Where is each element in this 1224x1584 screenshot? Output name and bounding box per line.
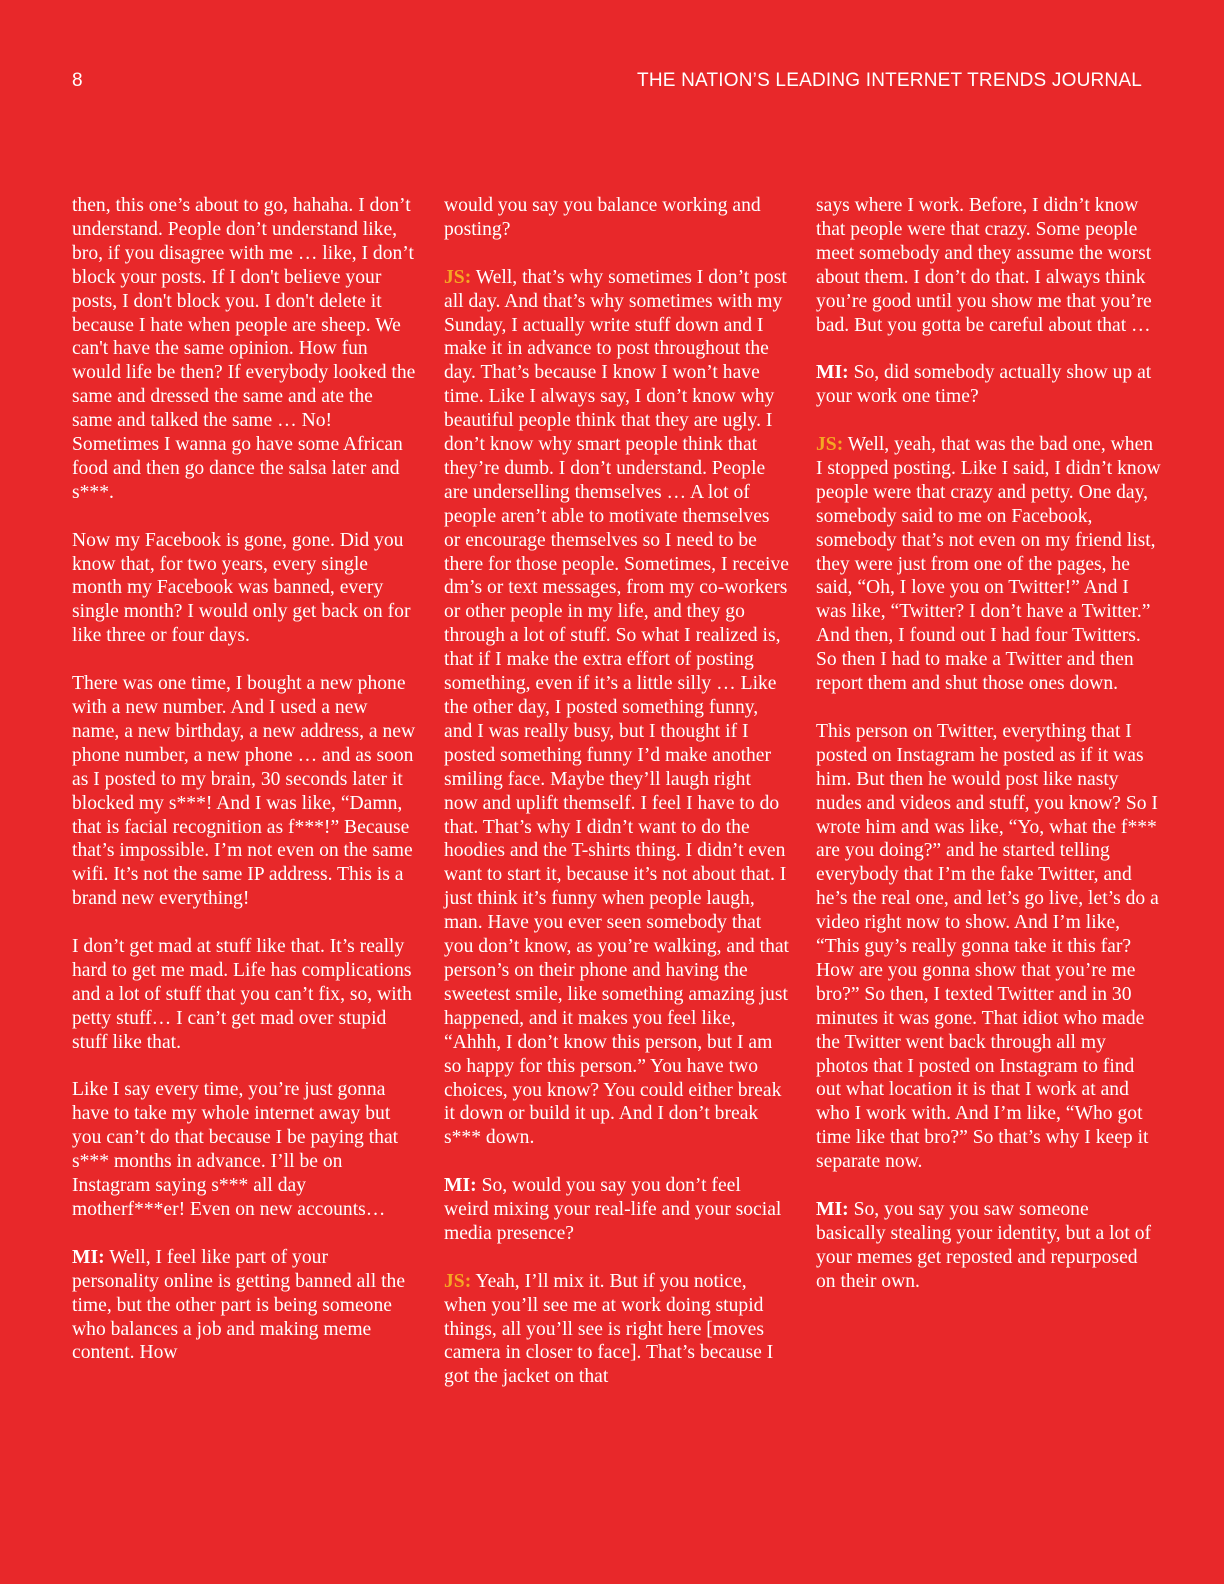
speaker-label: JS: [816, 434, 844, 456]
speaker-label: JS: [444, 1270, 472, 1292]
paragraph [816, 720, 1161, 1174]
paragraph [72, 194, 417, 505]
article-column-3 [816, 194, 1161, 1318]
paragraph-text: Like I say every time, you’re just gonna have to take my whole internet away but you can’t do that because I be paying that s*** months in advance. I’ll be on Instagram saying s*** all day motherf***er! Even on new accounts… [72, 1079, 399, 1220]
journal-title: THE NATION’S LEADING INTERNET TRENDS JOURNAL [637, 70, 1142, 91]
paragraph [72, 1078, 417, 1221]
paragraph [444, 1174, 789, 1246]
paragraph [816, 194, 1161, 337]
paragraph [816, 433, 1161, 696]
paragraph-text: Well, I feel like part of your personality online is getting banned all the time, but the other part is being someone who balances a job and making meme content. How [72, 1246, 406, 1364]
speaker-label: MI: [816, 1199, 849, 1220]
paragraph [444, 1270, 789, 1390]
paragraph-text: So, you say you saw someone basically stealing your identity, but a lot of your memes get reposted and repurposed on their own. [816, 1199, 1152, 1292]
paragraph [816, 1198, 1161, 1294]
paragraph [72, 1246, 417, 1366]
paragraph-text: Well, yeah, that was the bad one, when I stopped posting. Like I said, I didn’t know people were that crazy and petty. One day, somebody said to me on Facebook, somebody that’s not even on my friend list, they were just from one of the pages, he said, “Oh, I love you on Twitter!” And I was like, “Twitter? I don’t have a Twitter.” And then, I found out I had four Twitters. So then I had to make a Twitter and then report them and shut those ones down. [816, 434, 1161, 695]
page-header [72, 70, 1142, 100]
article-column-2 [444, 194, 789, 1413]
paragraph-text: This person on Twitter, everything that I posted on Instagram he posted as if it was him. But then he would post like nasty nudes and videos and stuff, you know? So I wrote him and was like, “Yo, what the f*** are you doing?” and he started telling everybody that I’m the fake Twitter, and he’s the real one, and let’s go live, let’s do a video right now to show. And I’m like, “This guy’s really gonna take it this far? How are you gonna show that you’re me bro?” So then, I texted Twitter and in 30 minutes it was gone. That idiot who made the Twitter went back through all my photos that I posted on Instagram to find out what location it is that I work at and who I work with. And I’m like, “Who got time like that bro?” So that’s why I keep it separate now. [816, 720, 1159, 1173]
paragraph [72, 529, 417, 649]
paragraph [72, 672, 417, 911]
paragraph-text: So, would you say you don’t feel weird mixing your real-life and your social media presence? [444, 1175, 782, 1244]
paragraph-text: says where I work. Before, I didn’t know that people were that crazy. Some people meet somebody and they assume the worst about them. I don’t do that. I always think you’re good until you show me that you’re bad. But you gotta be careful about that … [816, 195, 1152, 336]
paragraph-text: Now my Facebook is gone, gone. Did you know that, for two years, every single month my Facebook was banned, every single month? I would only get back on for like three or four days. [72, 529, 411, 647]
speaker-label: MI: [816, 362, 849, 384]
page-number: 8 [72, 70, 83, 91]
paragraph [444, 266, 789, 1151]
paragraph-text: So, did somebody actually show up at your work one time? [816, 362, 1152, 408]
paragraph [72, 935, 417, 1055]
paragraph-text: I don’t get mad at stuff like that. It’s really hard to get me mad. Life has complications and a lot of stuff that you can’t fix, so, with petty stuff… I can’t get mad over stupid stuff like that. [72, 936, 412, 1053]
article-column-1 [72, 194, 417, 1389]
paragraph-text: There was one time, I bought a new phone with a new number. And I used a new name, a new birthday, a new address, a new phone number, a new phone … and as soon as I posted to my brain, 30 seconds later it blocked my s***! And I was like, “Damn, that is facial recognition as f***!” Because that’s impossible. I’m not even on the same wifi. It’s not the same IP address. This is a brand new everything! [72, 673, 416, 910]
paragraph [816, 361, 1161, 409]
speaker-label: MI: [444, 1175, 477, 1197]
paragraph-text: Well, that’s why sometimes I don’t post all day. And that’s why sometimes with my Sunday, I actually write stuff down and I make it in advance to post throughout the day. That’s because I know I won’t have time. Like I always say, I don’t know why beautiful people think that they are ugly. I don’t know why smart people think that they’re dumb. I don’t understand. People are underselling themselves … A lot of people aren’t able to motivate themselves or encourage themselves so I need to be there for those people. Sometimes, I receive dm’s or text messages, from my co-workers or other people in my life, and they go through a lot of stuff. So what I realized is, that if I make the extra effort of posting something, even if it’s a little silly … Like the other day, I posted something funny, and I was really busy, but I thought if I posted something funny I’d make another smiling face. Maybe they’ll laugh right now and uplift themself. I feel I have to do that. That’s why I didn’t want to do the hoodies and the T-shirts thing. I didn’t even want to start it, because it’s not about that. I just think it’s funny when people laugh, man. Have you ever seen somebody that you don’t know, as you’re walking, and that person’s on their phone and having the sweetest smile, like something amazing just happened, and it makes you feel like, “Ahhh, I don’t know this person, but I am so happy for this person.” You have two choices, you know? You could either break it down or build it up. And I don’t break s*** down. [444, 266, 790, 1149]
speaker-label: MI: [72, 1246, 105, 1268]
speaker-label: JS: [444, 266, 472, 288]
paragraph [444, 194, 789, 242]
paragraph-text: then, this one’s about to go, hahaha. I don’t understand. People don’t understand like, bro, if you disagree with me … like, I don’t block your posts. If I don't believe your posts, I don't block you. I don't delete it because I hate when people are sheep. We can't have the same opinion. How fun would life be then? If everybody looked the same and dressed the same and ate the same and talked the same … No! Sometimes I wanna go have some African food and then go dance the salsa later and s***. [72, 195, 416, 503]
paragraph-text: Yeah, I’ll mix it. But if you notice, when you’ll see me at work doing stupid things, all you’ll see is right here [moves camera in closer to face]. That’s because I got the jacket on that [444, 1270, 774, 1388]
paragraph-text: would you say you balance working and posting? [444, 195, 761, 240]
